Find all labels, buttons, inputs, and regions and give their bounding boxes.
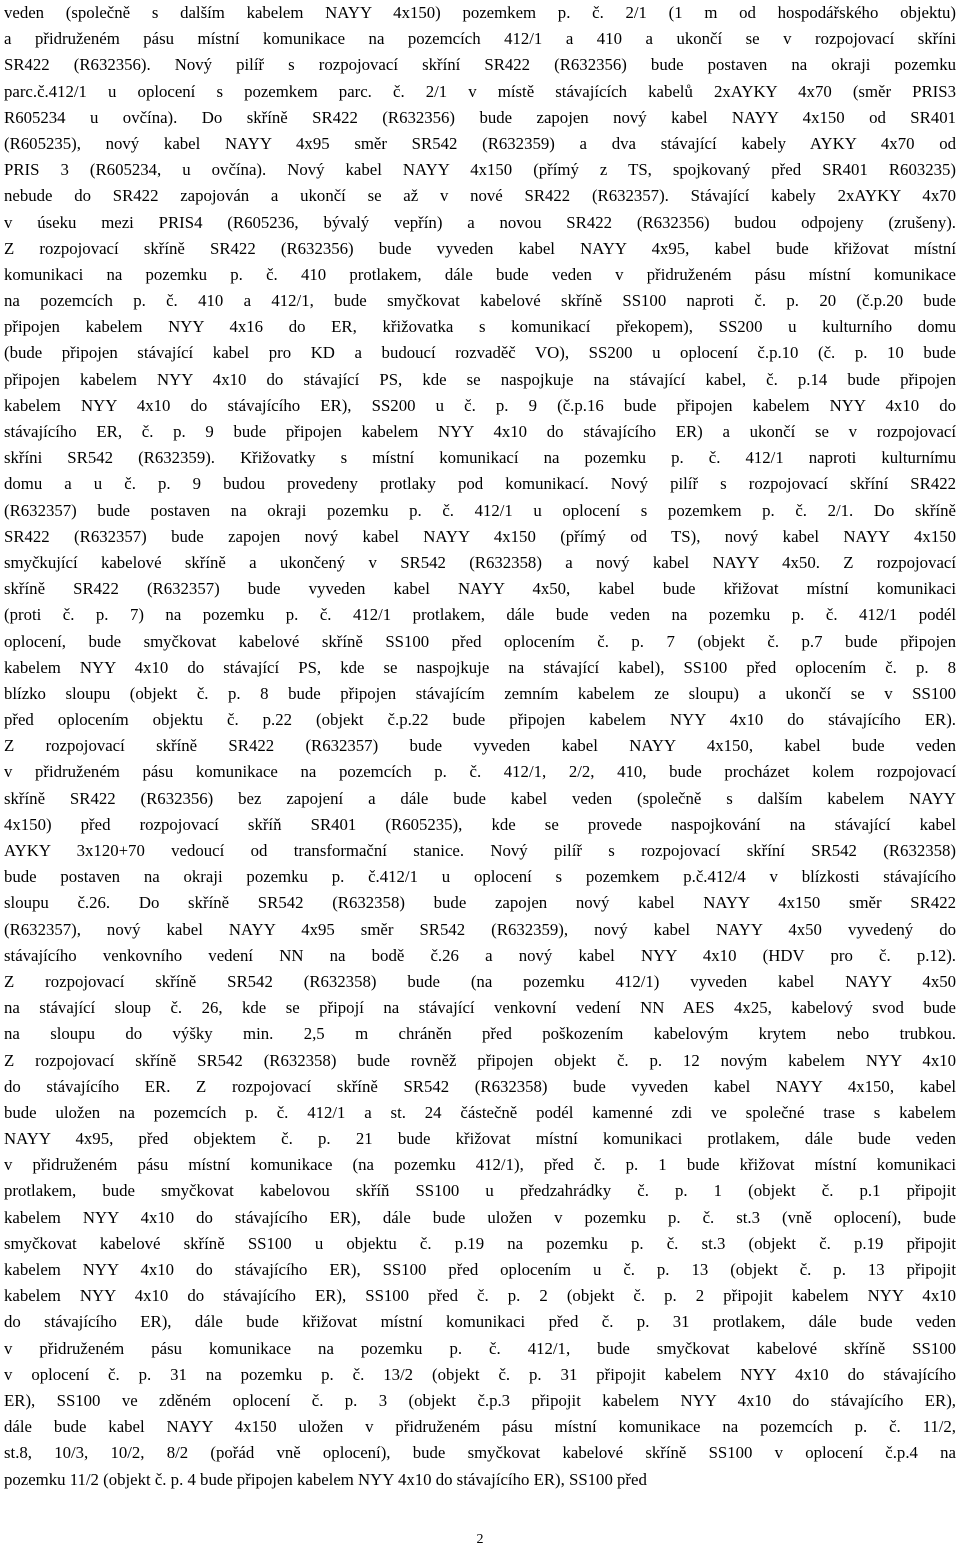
text-line: Z rozpojovací skříně SR542 (R632358) bude (na pozemku 412/1) vyveden kabel NAYY 4x50 [4,971,956,991]
text-line: skříni SR542 (R632359). Křižovatky s místní komunikací na pozemku p. č. 412/1 naproti kulturnímu [4,448,956,468]
text-line: kabelem NYY 4x10 do stávající PS, kde se naspojkuje na stávající kabel), SS100 před oplocením č. p. 8 [4,657,956,677]
text-line: smyčkovat kabelové skříně SS100 u objektu č. p.19 na pozemku p. č. st.3 (objekt č. p.19 připojit [4,1233,956,1253]
text-line: skříně SR422 (R632356) bez zapojení a dále bude kabel veden (společně s dalším kabelem NAYY [4,788,956,808]
text-line: připojen kabelem NYY 4x16 do ER, křižovatka s komunikací překopem), SS200 u kulturního domu [4,317,956,337]
text-line: veden (společně s dalším kabelem NAYY 4x150) pozemkem p. č. 2/1 (1 m od hospodářského objektu) [4,3,956,22]
text-line: parc.č.412/1 u oplocení s pozemkem parc. č. 2/1 v místě stávajících kabelů 2xAYKY 4x70 (směr PRIS3 [4,81,956,101]
body-paragraph [4,0,956,1493]
text-line: domu a u č. p. 9 budou provedeny protlaky pod komunikací. Nový pilíř s rozpojovací skříní SR422 [4,474,956,494]
text-line: protlakem, bude smyčkovat kabelovou skříň SS100 u předzahrádky č. p. 1 (objekt č. p.1 připojit [4,1181,956,1201]
text-line: PRIS 3 (R605234, u ovčína). Nový kabel NAYY 4x150 (přímý z TS, spojkovaný před SR401 R603235) [4,160,956,180]
text-line: na sloupu do výšky min. 2,5 m chráněn před poškozením kabelovým krytem nebo trubkou. [4,1024,956,1044]
text-line: st.8, 10/3, 10/2, 8/2 (pořád vně oplocení), bude smyčkovat kabelové skříně SS100 v oplocení č.p.4 na [4,1443,956,1463]
page-number: 2 [476,1532,484,1547]
text-line: Z rozpojovací skříně SR422 (R632357) bude vyveden kabel NAYY 4x150, kabel bude veden [4,736,956,756]
text-line: Z rozpojovací skříně SR422 (R632356) bude vyveden kabel NAYY 4x95, kabel bude křižovat místní [4,238,956,258]
text-line: sloupu č.26. Do skříně SR542 (R632358) bude zapojen nový kabel NAYY 4x150 směr SR422 [4,893,956,913]
text-line: dále bude kabel NAYY 4x150 uložen v přidruženém pásu místní komunikace na pozemcích p. č. 11/2, [4,1417,956,1437]
text-line: (R632357) bude postaven na okraji pozemku p. č. 412/1 u oplocení s pozemkem p. č. 2/1. Do skříně [4,500,956,520]
text-line: v přidruženém pásu komunikace na pozemcích p. č. 412/1, 2/2, 410, bude procházet kolem rozpojovací [4,762,956,782]
text-line: ER), SS100 ve zděném oplocení č. p. 3 (objekt č.p.3 připojit kabelem NYY 4x10 do stávajícího ER), [4,1390,956,1410]
text-line: SR422 (R632356). Nový pilíř s rozpojovací skříní SR422 (R632356) bude postaven na okraji pozemku [4,55,956,75]
text-line: R605234 u ovčína). Do skříně SR422 (R632356) bude zapojen nový kabel NAYY 4x150 od SR401 [4,107,956,127]
text-line: SR422 (R632357) bude zapojen nový kabel NAYY 4x150 (přímý od TS), nový kabel NAYY 4x150 [4,526,956,546]
text-line: (R632357), nový kabel NAYY 4x95 směr SR542 (R632359), nový kabel NAYY 4x50 vyvedený do [4,919,956,939]
text-line: kabelem NYY 4x10 do stávajícího ER), SS100 před č. p. 2 (objekt č. p. 2 připojit kabelem NYY 4x10 [4,1286,956,1306]
text-line: 4x150) před rozpojovací skříň SR401 (R605235), kde se provede naspojkování na stávající kabel [4,814,956,834]
text-line: NAYY 4x95, před objektem č. p. 21 bude křižovat místní komunikaci protlakem, dále bude veden [4,1129,956,1149]
text-line: připojen kabelem NYY 4x10 do stávající PS, kde se naspojkuje na stávající kabel, č. p.14 bude připojen [4,369,956,389]
text-line: bude postaven na okraji pozemku p. č.412/1 u oplocení s pozemkem p.č.412/4 v blízkosti stávajícího [4,867,956,887]
text-line: kabelem NYY 4x10 do stávajícího ER), SS200 u č. p. 9 (č.p.16 bude připojen kabelem NYY 4x10 do [4,395,956,415]
text-line: a přidruženém pásu místní komunikace na pozemcích 412/1 a 410 a ukončí se v rozpojovací skříni [4,29,956,49]
text-line: (bude připojen stávající kabel pro KD a budoucí rozvaděč VO), SS200 u oplocení č.p.10 (č. p. 10 bude [4,343,956,363]
text-line: na pozemcích p. č. 410 a 412/1, bude smyčkovat kabelové skříně SS100 naproti č. p. 20 (č.p.20 bude [4,291,956,311]
text-line: Z rozpojovací skříně SR542 (R632358) bude rovněž připojen objekt č. p. 12 novým kabelem NYY 4x10 [4,1050,956,1070]
text-line: stávajícího venkovního vedení NN na bodě č.26 a nový kabel NYY 4x10 (HDV pro č. p.12). [4,945,956,965]
text-line: v přidruženém pásu komunikace na pozemku p. č. 412/1, bude smyčkovat kabelové skříně SS100 [4,1338,956,1358]
text-line: nebude do SR422 zapojován a ukončí se až v nové SR422 (R632357). Stávající kabely 2xAYKY 4x70 [4,186,956,206]
text-line: v úseku mezi PRIS4 (R605236, bývalý vepřín) a novou SR422 (R632356) budou odpojeny (zrušeny). [4,212,956,232]
text-line: smyčkující kabelové skříně a ukončený v SR542 (R632358) a nový kabel NAYY 4x50. Z rozpojovací [4,552,956,572]
text-line: oplocení, bude smyčkovat kabelové skříně SS100 před oplocením č. p. 7 (objekt č. p.7 bude připojen [4,631,956,651]
text-line: (R605235), nový kabel NAYY 4x95 směr SR542 (R632359) a dva stávající kabely AYKY 4x70 od [4,133,956,153]
text-line: kabelem NYY 4x10 do stávajícího ER), dále bude uložen v pozemku p. č. st.3 (vně oplocení), bude [4,1207,956,1227]
text-line: (proti č. p. 7) na pozemku p. č. 412/1 protlakem, dále bude veden na pozemku p. č. 412/1 podél [4,605,956,625]
text-line: v oplocení č. p. 31 na pozemku p. č. 13/2 (objekt č. p. 31 připojit kabelem NYY 4x10 do stávajícího [4,1364,956,1384]
text-line: AYKY 3x120+70 vedoucí od transformační stanice. Nový pilíř s rozpojovací skříní SR542 (R632358) [4,841,956,860]
text-line: blízko sloupu (objekt č. p. 8 bude připojen stávajícím zemním kabelem ze sloupu) a ukončí se v SS100 [4,683,956,703]
text-line: bude uložen na pozemcích p. č. 412/1 a st. 24 částečně podél kamenné zdi ve společné trase s kabelem [4,1102,956,1122]
text-line: skříně SR422 (R632357) bude vyveden kabel NAYY 4x50, kabel bude křižovat místní komunikaci [4,579,956,599]
text-line: v přidruženém pásu místní komunikace (na pozemku 412/1), před č. p. 1 bude křižovat místní komunikaci [4,1155,956,1175]
text-line: před oplocením objektu č. p.22 (objekt č.p.22 bude připojen kabelem NYY 4x10 do stávajícího ER). [4,710,956,730]
text-line: pozemku 11/2 (objekt č. p. 4 bude připojen kabelem NYY 4x10 do stávajícího ER), SS100 před [4,1469,647,1489]
text-line: stávajícího ER, č. p. 9 bude připojen kabelem NYY 4x10 do stávajícího ER) a ukončí se v rozpojovací [4,422,956,441]
text-line: kabelem NYY 4x10 do stávajícího ER), SS100 před oplocením u č. p. 13 (objekt č. p. 13 připojit [4,1260,956,1279]
text-line: na stávající sloup č. 26, kde se připojí na stávající venkovní vedení NN AES 4x25, kabelový svod bude [4,998,956,1018]
text-line: do stávajícího ER), dále bude křižovat místní komunikaci před č. p. 31 protlakem, dále bude veden [4,1312,956,1332]
text-line: komunikaci na pozemku p. č. 410 protlakem, dále bude veden v přidruženém pásu místní komunikace [4,264,956,284]
text-line: do stávajícího ER. Z rozpojovací skříně SR542 (R632358) bude vyveden kabel NAYY 4x150, kabel [4,1076,956,1096]
